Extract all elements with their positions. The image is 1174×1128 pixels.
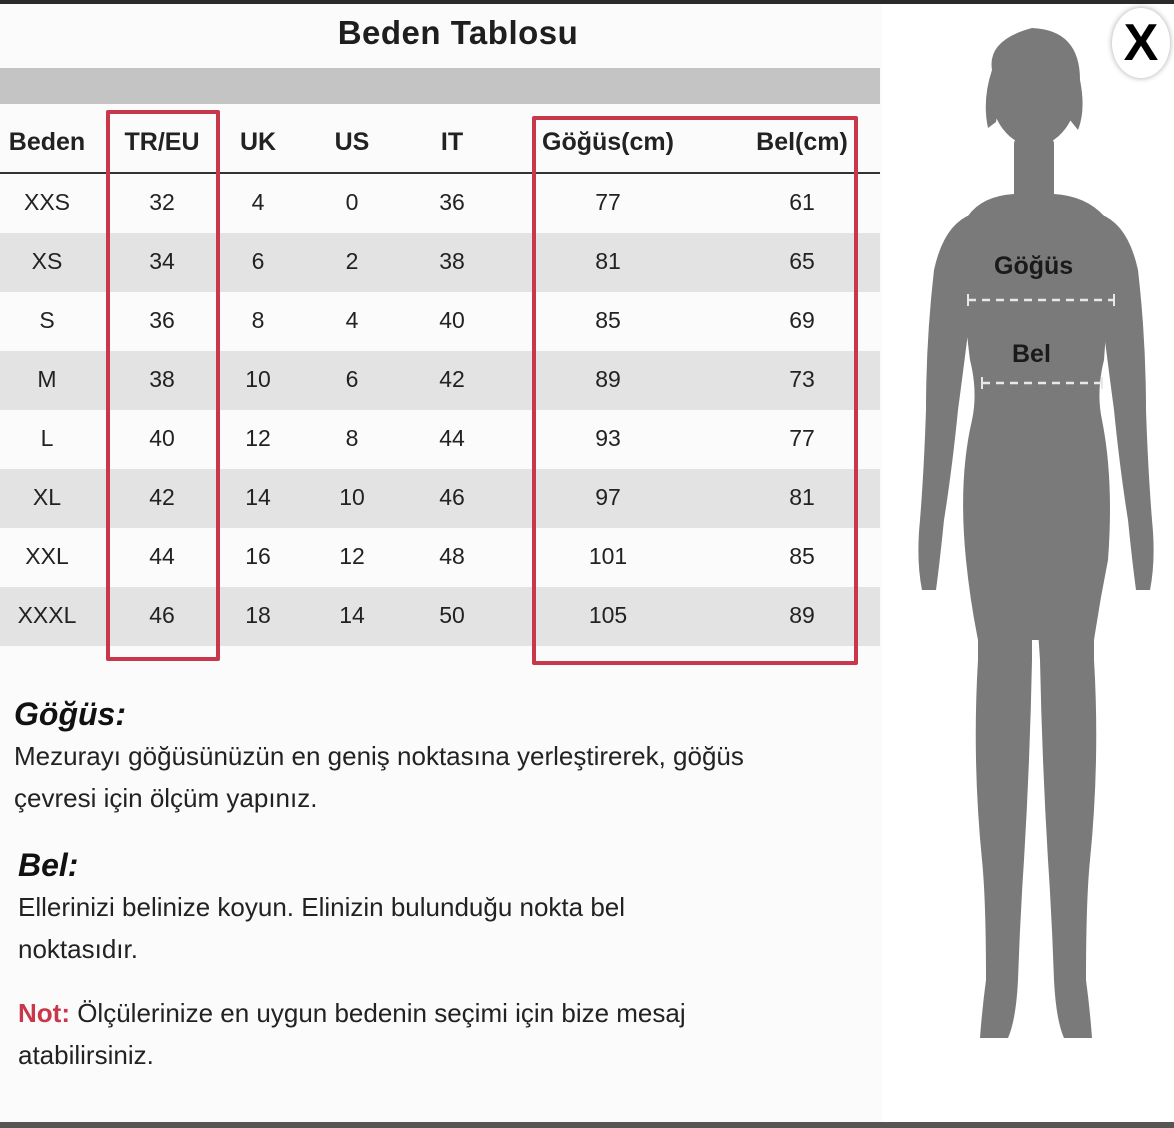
- table-cell: XXL: [25, 543, 69, 569]
- table-cell: 4: [345, 307, 359, 333]
- table-cell: 40: [149, 425, 175, 451]
- table-cell: 4: [251, 189, 265, 215]
- table-cell: 6: [345, 366, 359, 392]
- table-cell: 18: [245, 602, 271, 628]
- table-cell: 46: [149, 602, 175, 628]
- table-cell: 34: [149, 248, 175, 274]
- table-cell: 0: [345, 189, 359, 215]
- table-cell: 81: [595, 248, 621, 274]
- table-cell: 36: [439, 189, 465, 215]
- title-divider-band: [0, 68, 880, 104]
- table-cell: 73: [789, 366, 815, 392]
- chest-figure-label: Göğüs: [994, 252, 1074, 280]
- waist-note-line-2: noktasıdır.: [18, 934, 138, 964]
- table-cell: 8: [345, 425, 359, 451]
- table-cell: 46: [439, 484, 465, 510]
- table-cell: 2: [345, 248, 359, 274]
- table-cell: 61: [789, 189, 815, 215]
- column-header: Beden: [8, 128, 86, 156]
- table-cell: 6: [251, 248, 265, 274]
- close-button[interactable]: [1112, 8, 1170, 78]
- close-icon[interactable]: X: [1123, 14, 1159, 72]
- table-cell: 89: [595, 366, 621, 392]
- column-header: US: [334, 128, 370, 156]
- table-cell: 10: [339, 484, 365, 510]
- table-cell: 81: [789, 484, 815, 510]
- table-cell: 40: [439, 307, 465, 333]
- woman-silhouette-icon: [882, 0, 1174, 1128]
- table-cell: XXXL: [17, 602, 77, 628]
- table-cell: 8: [251, 307, 265, 333]
- contact-note-text: Ölçülerinize en uygun bedenin seçimi için bize mesaj: [69, 998, 686, 1028]
- table-cell: L: [40, 425, 54, 451]
- table-cell: 65: [789, 248, 815, 274]
- table-cell: 44: [439, 425, 465, 451]
- waist-note-text: [14, 886, 874, 970]
- table-cell: 85: [789, 543, 815, 569]
- table-cell: 101: [588, 543, 628, 569]
- waist-note-heading: Bel:: [18, 847, 79, 883]
- contact-note-line-2: atabilirsiniz.: [18, 1040, 154, 1070]
- contact-note-label: Not:: [18, 998, 70, 1028]
- table-cell: 12: [245, 425, 271, 451]
- column-header: UK: [239, 128, 277, 156]
- table-cell: 89: [789, 602, 815, 628]
- page-title: Beden Tablosu: [337, 14, 579, 51]
- chest-note-text: [14, 735, 874, 819]
- column-header: IT: [440, 128, 464, 156]
- tr-eu-highlight-box: [106, 110, 220, 661]
- waist-note-line-1: Ellerinizi belinize koyun. Elinizin bulunduğu nokta bel: [18, 892, 626, 922]
- column-header: TR/EU: [124, 128, 200, 156]
- table-cell: 42: [439, 366, 465, 392]
- table-cell: 16: [245, 543, 271, 569]
- table-cell: 12: [339, 543, 365, 569]
- table-cell: 77: [595, 189, 621, 215]
- waist-figure-label: Bel: [1012, 340, 1051, 368]
- table-cell: 14: [339, 602, 365, 628]
- table-cell: 32: [149, 189, 175, 215]
- table-cell: 69: [789, 307, 815, 333]
- table-cell: 97: [595, 484, 621, 510]
- table-cell: 38: [439, 248, 465, 274]
- measurement-notes: [14, 696, 874, 1076]
- column-header: Göğüs(cm): [542, 128, 674, 156]
- table-cell: 48: [439, 543, 465, 569]
- chest-note-line-2: çevresi için ölçüm yapınız.: [14, 783, 318, 813]
- table-cell: 10: [245, 366, 271, 392]
- table-cell: 36: [149, 307, 175, 333]
- table-cell: M: [37, 366, 57, 392]
- table-cell: 38: [149, 366, 175, 392]
- bottom-border: [0, 1122, 1174, 1128]
- table-cell: 50: [439, 602, 465, 628]
- contact-note: [14, 992, 874, 1076]
- chest-note-heading: Göğüs:: [14, 696, 126, 732]
- top-border: [0, 0, 1174, 4]
- table-cell: 77: [789, 425, 815, 451]
- column-header: Bel(cm): [756, 128, 848, 156]
- table-cell: XL: [32, 484, 62, 510]
- table-cell: 42: [149, 484, 175, 510]
- table-cell: 85: [595, 307, 621, 333]
- figure-panel: [882, 0, 1174, 1128]
- measurements-highlight-box: [532, 116, 858, 665]
- table-cell: 93: [595, 425, 621, 451]
- table-cell: XXS: [23, 189, 71, 215]
- chest-note-line-1: Mezurayı göğüsünüzün en geniş noktasına yerleştirerek, göğüs: [14, 741, 744, 771]
- contact-note-line-1: [18, 992, 874, 1034]
- table-cell: 14: [245, 484, 271, 510]
- table-cell: XS: [31, 248, 63, 274]
- table-cell: 105: [588, 602, 628, 628]
- table-cell: S: [39, 307, 55, 333]
- table-cell: 44: [149, 543, 175, 569]
